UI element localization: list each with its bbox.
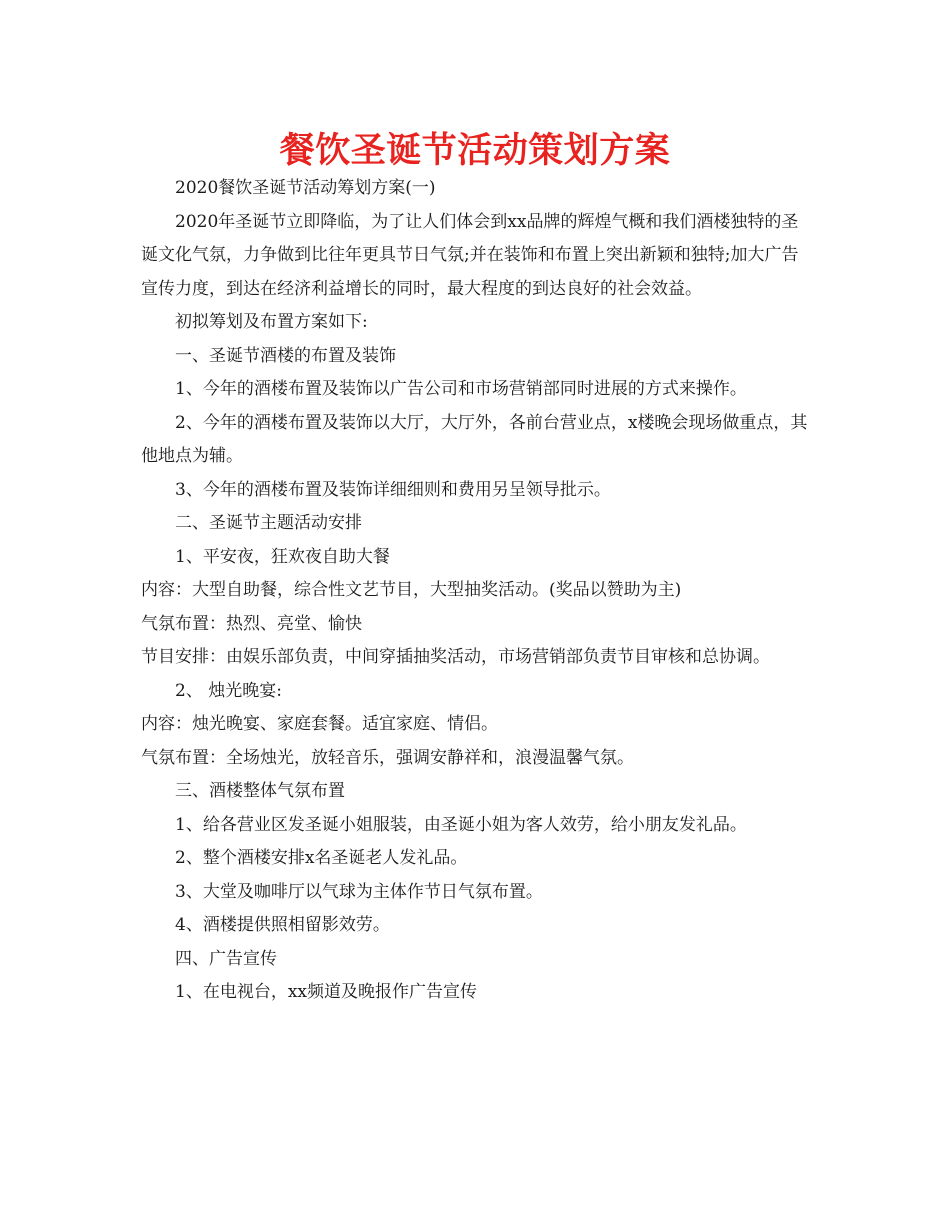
- paragraph: 内容：烛光晚宴、家庭套餐。适宜家庭、情侣。: [141, 714, 498, 734]
- paragraph: 2020餐饮圣诞节活动筹划方案(一): [175, 178, 436, 198]
- paragraph: 节目安排：由娱乐部负责，中间穿插抽奖活动，市场营销部负责节目审核和总协调。: [141, 647, 770, 667]
- paragraph: 4、酒楼提供照相留影效劳。: [175, 915, 390, 935]
- paragraph: 气氛布置：全场烛光，放轻音乐，强调安静祥和，浪漫温馨气氛。: [141, 747, 634, 768]
- paragraph: 1、今年的酒楼布置及装饰以广告公司和市场营销部同时进展的方式来操作。: [175, 379, 747, 399]
- section-heading: 四、广告宣传: [175, 948, 277, 969]
- paragraph: 内容：大型自助餐，综合性文艺节目，大型抽奖活动。(奖品以赞助为主): [141, 580, 682, 600]
- paragraph: 2、整个酒楼安排x名圣诞老人发礼品。: [175, 848, 468, 868]
- document-body: [141, 172, 813, 1010]
- paragraph: 气氛布置：热烈、亮堂、愉快: [141, 613, 362, 634]
- section-heading: 三、酒楼整体气氛布置: [175, 781, 345, 801]
- section-heading: 二、圣诞节主题活动安排: [175, 513, 362, 533]
- paragraph: 2、今年的酒楼布置及装饰以大厅，大厅外，各前台营业点，x楼晚会现场做重点，其他地点为辅。: [141, 412, 808, 466]
- paragraph: 初拟筹划及布置方案如下:: [175, 312, 368, 332]
- paragraph: 1、在电视台，xx频道及晚报作广告宣传: [175, 982, 477, 1002]
- paragraph: 2、 烛光晚宴:: [175, 680, 282, 701]
- paragraph: 3、今年的酒楼布置及装饰详细细则和费用另呈领导批示。: [175, 479, 611, 500]
- paragraph: 3、大堂及咖啡厅以气球为主体作节日气氛布置。: [175, 881, 543, 902]
- paragraph: 1、给各营业区发圣诞小姐服装，由圣诞小姐为客人效劳，给小朋友发礼品。: [175, 814, 747, 835]
- section-heading: 一、圣诞节酒楼的布置及装饰: [175, 345, 396, 366]
- paragraph: 1、平安夜，狂欢夜自助大餐: [175, 546, 390, 567]
- paragraph: 2020年圣诞节立即降临，为了让人们体会到xx品牌的辉煌气概和我们酒楼独特的圣诞文化气氛，力争做到比往年更具节日气氛;并在装饰和布置上突出新颖和独特;加大广告宣传力度，到达在经济利益增长的同时，最大程度的到达良好的社会效益。: [141, 211, 799, 299]
- document-title: 餐饮圣诞节活动策划方案: [279, 131, 671, 171]
